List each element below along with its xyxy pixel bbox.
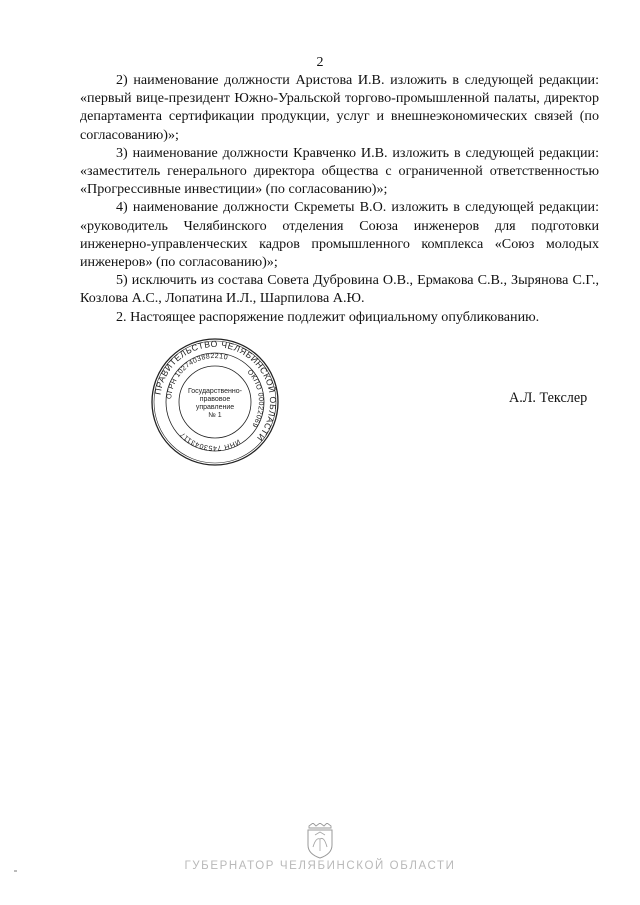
svg-text:ОКПО 00022069: [246, 369, 264, 429]
seal-okpo: ОКПО 00022069: [245, 368, 265, 429]
margin-mark: [14, 870, 17, 872]
paragraph-kravchenko: 3) наименование должности Кравченко И.В. изложить в следующей редакции: «заместитель генерального директора общества с ограниченной ответственностью «Прогрессивные инвестиции» (по согласованию)»;: [80, 144, 599, 198]
seal-inn: ИНН 7453043117: [179, 430, 241, 452]
page-number: 2: [316, 55, 324, 70]
seal-center-line-3: управление: [195, 404, 235, 411]
official-seal: [150, 337, 280, 467]
seal-center-line-1: Государственно-: [187, 388, 243, 395]
paragraph-publication: 2. Настоящее распоряжение подлежит официальному опубликованию.: [116, 308, 540, 325]
footer-title: ГУБЕРНАТОР ЧЕЛЯБИНСКОЙ ОБЛАСТИ: [184, 860, 456, 872]
seal-ogrn: ОГРН 1027403882210: [166, 352, 229, 400]
coat-of-arms-icon: [305, 823, 335, 859]
seal-outer-text: ПРАВИТЕЛЬСТВО ЧЕЛЯБИНСКОЙ ОБЛАСТИ: [152, 338, 279, 444]
seal-center-line-2: правовое: [199, 396, 231, 403]
paragraph-aristov: 2) наименование должности Аристова И.В. изложить в следующей редакции: «первый вице-президент Южно-Уральской торгово-промышленной палаты, директор департамента сертификации продукции, услуг и внешнеэкономических связей (по согласованию)»;: [80, 72, 599, 143]
seal-center-line-4: № 1: [208, 412, 222, 419]
signature-name: А.Л. Текслер: [509, 390, 588, 406]
paragraph-exclude-members: 5) исключить из состава Совета Дубровина О.В., Ермакова С.В., Зырянова С.Г., Козлова А.С., Лопатина И.Л., Шарпилова А.Ю.: [80, 272, 599, 307]
document-body: [80, 71, 599, 326]
paragraph-skremeta: 4) наименование должности Скреметы В.О. изложить в следующей редакции: «руководитель Челябинского отделения Союза инженеров для подготовки инженерно-управленческих кадров промышленного комплекса «Союз молодых инженеров» (по согласованию)»;: [80, 199, 599, 271]
